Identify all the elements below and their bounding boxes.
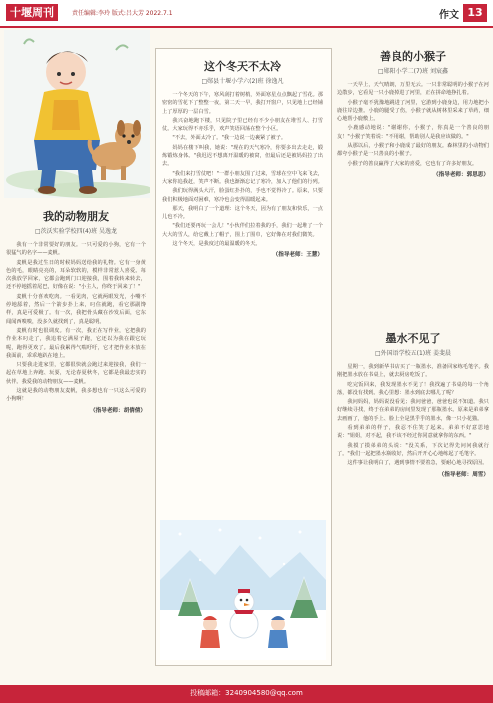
article-author: □郧阳小学二(7)班 刘宸鑫 [377,68,449,75]
paragraph: 只要我走进家里，它都很快就会跑过来迎接我，我们一起在草地上奔跑、玩耍，无论春夏秋冬，它都是我最忠实的伙伴。我爱我的动物朋友——麦帆。 [6,362,146,385]
article-body [337,81,489,168]
child-dog-illustration [4,30,150,198]
article-title: 墨水不见了 [385,332,441,345]
paragraph: 从那以后，小猴子和小鹿成了最好的朋友。森林里的小动物们都夸小猴子是一只善良的小猴子。 [337,143,489,158]
paragraph: 麦帆十分喜欢吃肉。一看见肉，它就两眼发光，小嘴不停地舔着，然后一个箭步扑上来，叼住就跑，看它那副馋样，真是可爱极了。有一次，我把骨头藏在沙发后面，它东闻闻西嗅嗅，没多久就找到了，真是聪明。 [6,293,146,325]
paragraph: "我们来打雪仗吧！"一群小朋友围了过来，雪球在空中飞来飞去，大家你追我赶，笑声不断。我也渐渐忘记了寒冷，加入了他们的行列。 [162,170,323,185]
paragraph: 一天早上，天气晴朗，万里无云。一只非常聪明的小猴子在河边散步，它看见一只小鹿掉进了河里，正在拼命地挣扎着。 [337,82,489,97]
article-body [6,241,146,404]
paragraph: 一个冬天的下午，寒风刮打着树梢，外面寒星点点飘起了雪花。那密密的雪花下了整整一夜，第二天一早，我打开窗户，只见地上已经铺上了厚厚的一层白雪。 [162,92,323,115]
section-title: 作文 [439,10,459,21]
paragraph: 这件事让我明白了，遇到事情不要着急，要耐心地寻找原因。 [347,460,488,467]
article-title: 这个冬天不太冷 [204,60,281,73]
submission-email: 投稿邮箱：3240904580@qq.com [190,689,303,697]
article-title: 我的动物朋友 [43,210,109,223]
page-header [0,0,493,28]
winter-snow-illustration [160,520,326,660]
paragraph: 我们玩得满头大汗，脸蛋红扑扑的，手也不觉得冷了。原来，只要我们积极地面对困难，寒冷也会变得温暖起来。 [162,188,323,203]
paragraph: 麦帆有时也很调皮。有一次，我正在写作业，它把我的作业本叼走了，我追着它满屋子跑，它还以为我在跟它玩呢，跑得更欢了。最后我累得气喘吁吁，它才把作业本放在我面前，乖乖地趴在地上。 [6,327,146,359]
paragraph: 这就是我的动物朋友麦帆，我多想也有一只这么可爱的小狗啊！ [6,388,146,403]
paragraph: 小鹿感动地说："谢谢你，小猴子，你真是一个善良的朋友！"小猴子笑着说："不用谢，帮助别人是我应该做的。" [337,125,489,140]
paragraph: 我兴奋地跑下楼，只见院子里已经有不少小朋友在堆雪人、打雪仗。大家玩得不亦乐乎，欢声笑语回荡在整个小区。 [162,117,323,133]
article-body [162,91,323,248]
article-author: □郧县十堰小学六(2)班 徐逸凡 [201,78,284,85]
paragraph: 麦帆是我过生日的时候妈妈送给我的礼物。它有一身黄色的毛，眼睛亮亮的，耳朵软软的，模样非常惹人喜爱。每次我放学回家，它都会跑到门口迎接我，围着我转来转去，还不停地摇着尾巴，好像在说："小主人，你终于回来了！" [6,259,146,291]
article-editor: （指导老师：王慧） [272,252,323,259]
article-editor: （指导老师：周雪） [438,471,489,478]
article-body [337,363,489,468]
paragraph: 我有一个非常要好的朋友。一只可爱的小狗，它有一个很猛气的名字——麦帆。 [6,242,146,257]
page-number: 13 [463,4,487,22]
paragraph: 我摸了摸弟弟的头说："没关系，下次记得先问问我就行了。"我们一起把墨水瓶收好，然后开开心心地练起了毛笔字。 [337,442,489,457]
paragraph: "不去，外面太冷了。"我一边说一边裹紧了被子。 [172,135,287,142]
paragraph: 小猴子毫不犹豫地跳进了河里，它游到小鹿身边，用力地把小鹿往岸边推。小鹿的腿受了伤，小猴子就从树林里采来了草药，细心地帮小鹿敷上。 [337,99,489,123]
middle-article [162,58,323,258]
paragraph: 那天，我明白了一个道理：这个冬天，因为有了朋友和快乐，一点儿也不冷。 [162,205,323,221]
paragraph: 星期一，我到新华书店买了一瓶墨水，准备回家练毛笔字。我刚把墨水放在书桌上，就去厨房吃饭了。 [337,364,489,379]
newspaper-brand: 十堰周刊 [6,4,58,21]
paragraph: "我们还要再玩一会儿！"小伙伴们拉着我的手，我们一起堆了一个大大的雪人，给它戴上了帽子，围上了围巾，它好像在对我们微笑。 [162,223,323,238]
paragraph: 这个冬天，是我度过的最温暖的冬天。 [172,241,261,248]
paragraph: 吃完饭回来，我发现墨水不见了！我找遍了书桌的每一个角落，都没有找到。我心里想：墨水到底去哪儿了呢？ [337,381,489,396]
right-article-2 [337,330,489,478]
paragraph: 我问妈妈，妈妈说没看见；我问爸爸，爸爸也说不知道。我只好继续寻找，终于在弟弟的房间里发现了那瓶墨水。原来是弟弟拿去画画了，他的手上、脸上全是黑乎乎的墨水，像一只小花猫。 [337,399,489,422]
article-author: □茨沃实验学校四(4)班 吴逸龙 [34,228,118,235]
page-footer [0,685,493,703]
left-article [6,208,146,414]
editor-meta: 责任编辑:李玲 版式:吕大芳 2022.7.1 [72,10,173,17]
paragraph: 小猴子的善良赢得了大家的喜爱，它也有了许多好朋友。 [347,160,478,167]
right-article-1 [337,48,489,178]
paragraph: 妈妈在楼下叫我，她说："现在的天气寒冷，你要多出去走走，锻炼锻炼身体。"我迟迟不想离开温暖的被窝，但最后还是被妈妈拉了出去。 [162,144,323,168]
paragraph: 看到弟弟的样子，我忍不住笑了起来。弟弟不好意思地说："姐姐，对不起，我不该不经过你同意就拿你的东西。" [337,425,489,440]
article-editor: （指导老师：郭思思） [433,171,489,178]
article-title: 善良的小猴子 [380,50,446,63]
article-author: □外国语学校五(1)班 姜斐晨 [374,350,452,357]
article-editor: （指导老师：胡倩倩） [90,407,146,414]
